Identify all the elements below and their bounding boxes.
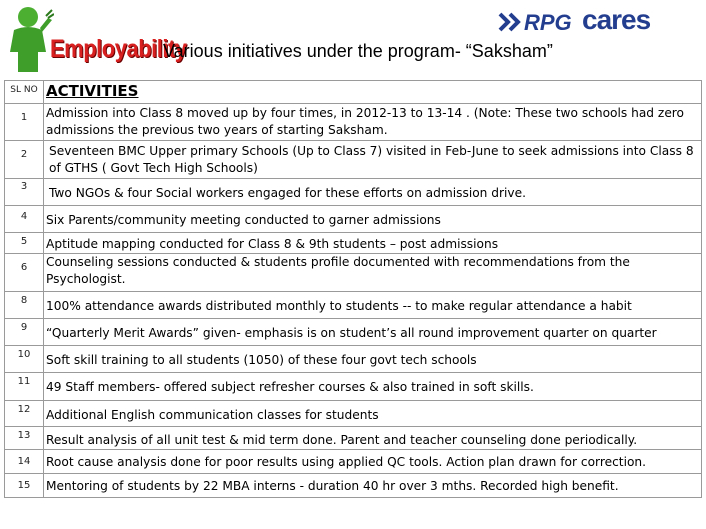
row-activity: Six Parents/community meeting conducted to garner admissions [44,206,702,233]
brand-word: Employability [50,34,187,63]
table-row [5,474,702,498]
row-activity: Soft skill training to all students (1050) of these four govt tech schools [44,346,702,373]
person-figure-icon [2,6,54,74]
row-number: 2 [5,141,44,179]
table-row [5,401,702,427]
row-number: 10 [5,346,44,373]
row-activity: Mentoring of students by 22 MBA interns - duration 40 hr over 3 mths. Recorded high benefit. [44,474,702,498]
row-number: 12 [5,401,44,427]
table-row [5,427,702,450]
table-row [5,254,702,292]
row-activity: Root cause analysis done for poor results using applied QC tools. Action plan drawn for correction. [44,450,702,474]
row-number: 11 [5,373,44,401]
table-row [5,141,702,179]
row-number: 6 [5,254,44,292]
row-activity: “Quarterly Merit Awards” given- emphasis is on student’s all round improvement quarter on quarter [44,319,702,346]
row-number: 8 [5,292,44,319]
row-number: 9 [5,319,44,346]
row-activity: Additional English communication classes for students [44,401,702,427]
table-row [5,292,702,319]
row-activity: Two NGOs & four Social workers engaged for these efforts on admission drive. [44,179,702,206]
table-row [5,179,702,206]
row-number: 3 [5,179,44,206]
row-number: 1 [5,104,44,141]
col-header-activities: ACTIVITIES [44,81,702,104]
row-number: 4 [5,206,44,233]
logo-rpg-text: RPG [524,10,572,35]
row-activity: Result analysis of all unit test & mid term done. Parent and teacher counseling done periodically. [44,427,702,450]
table-row [5,450,702,474]
table-row [5,319,702,346]
row-activity: 100% attendance awards distributed monthly to students -- to make regular attendance a habit [44,292,702,319]
table-row [5,373,702,401]
row-activity: 49 Staff members- offered subject refresher courses & also trained in soft skills. [44,373,702,401]
row-activity: Seventeen BMC Upper primary Schools (Up to Class 7) visited in Feb-June to seek admissions into Class 8 of GTHS ( Govt Tech High Schools) [44,141,702,179]
col-header-sl-no: SL NO [5,81,44,104]
table-row [5,346,702,373]
row-activity: Counseling sessions conducted & students profile documented with recommendations from the Psychologist. [44,254,702,292]
row-number: 5 [5,233,44,254]
chevron-logo-icon [498,12,524,32]
activities-table [4,80,702,498]
table-row [5,206,702,233]
rpg-cares-logo [498,4,698,38]
table-row [5,104,702,141]
row-number: 13 [5,427,44,450]
page-title: Various initiatives under the program- “Saksham” [163,41,553,61]
header [0,0,706,80]
table-header-row [5,81,702,104]
row-activity: Admission into Class 8 moved up by four times, in 2012-13 to 13-14 . (Note: These two schools had zero admissions the previous two years of starting Saksham. [44,104,702,141]
row-number: 15 [5,474,44,498]
row-activity: Aptitude mapping conducted for Class 8 & 9th students – post admissions [44,233,702,254]
table-row [5,233,702,254]
logo-cares-text: cares [582,4,651,35]
row-number: 14 [5,450,44,474]
